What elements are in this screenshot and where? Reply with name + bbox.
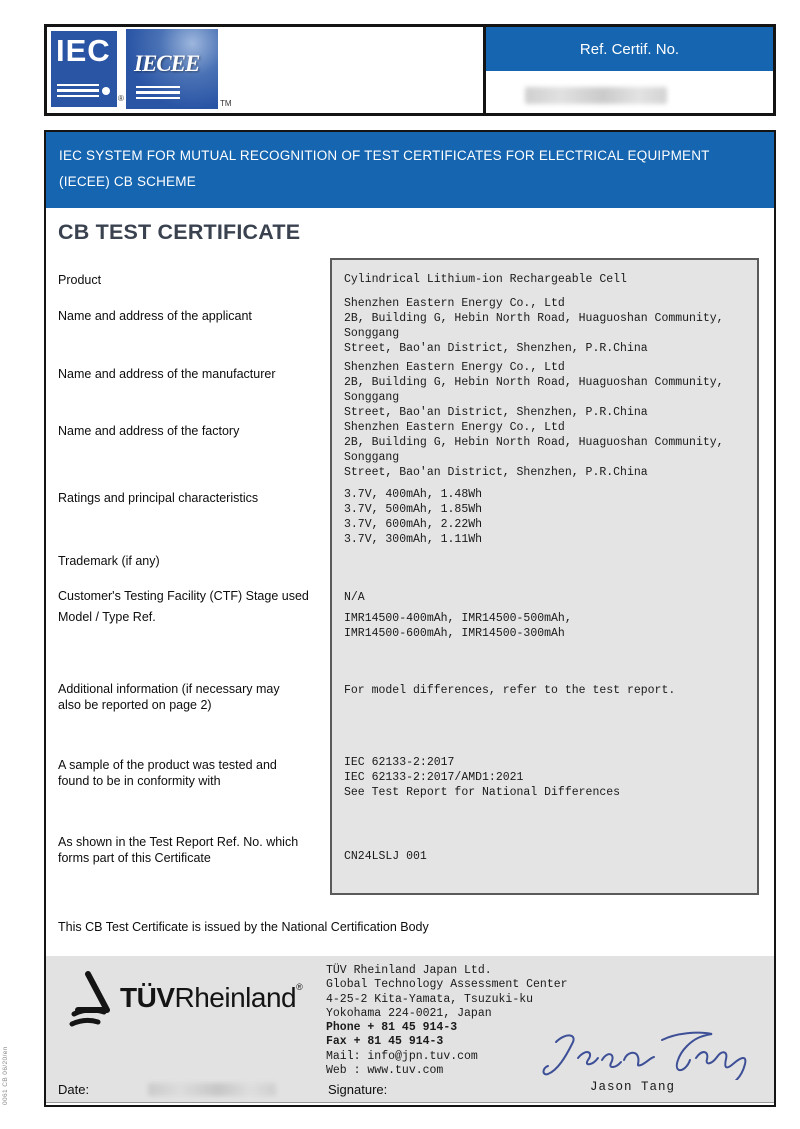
- issuer-address-line: 4-25-2 Kita-Yamata, Tsuzuki-ku: [326, 992, 534, 1006]
- field-value-factory: Shenzhen Eastern Energy Co., Ltd 2B, Building G, Hebin North Road, Huaguoshan Community, Songgang Street, Bao'an District, Shenzhen, P.R.China: [344, 421, 724, 479]
- issued-by-statement: This CB Test Certificate is issued by the National Certification Body: [58, 920, 429, 934]
- scheme-banner: IEC SYSTEM FOR MUTUAL RECOGNITION OF TEST CERTIFICATES FOR ELECTRICAL EQUIPMENT (IECEE) CB SCHEME: [46, 132, 774, 208]
- field-label-product: Product: [58, 273, 102, 287]
- tuv-logo-word: TÜV: [120, 982, 175, 1013]
- registered-mark: ®: [118, 94, 124, 103]
- signatory-name: Jason Tang: [590, 1080, 676, 1094]
- signature-script: [534, 1028, 749, 1080]
- field-value-test-report-ref: CN24LSLJ 001: [344, 850, 427, 863]
- field-value-model-type-ref: IMR14500-400mAh, IMR14500-500mAh, IMR14500-600mAh, IMR14500-300mAh: [344, 612, 572, 640]
- page-title: CB TEST CERTIFICATE: [58, 220, 301, 244]
- issuer-fax-line: Fax + 81 45 914-3: [326, 1035, 444, 1049]
- iec-logo: [51, 31, 117, 107]
- issuer-address-line: Global Technology Assessment Center: [326, 978, 568, 992]
- values-box: [330, 258, 759, 895]
- iecee-logo-lines: [136, 83, 180, 100]
- field-label-test-report-ref: As shown in the Test Report Ref. No. which forms part of this Certificate: [58, 835, 299, 865]
- field-label-model-type-ref: Model / Type Ref.: [58, 610, 156, 624]
- ref-certif-no-label: Ref. Certif. No.: [579, 40, 680, 58]
- logo-registered-mark: ®: [296, 982, 303, 992]
- field-label-ratings: Ratings and principal characteristics: [58, 491, 259, 505]
- header-box: [44, 24, 776, 116]
- field-label-ctf-stage: Customer's Testing Facility (CTF) Stage used: [58, 589, 309, 603]
- field-value-product: Cylindrical Lithium-ion Rechargeable Cell: [344, 273, 627, 286]
- iec-logo-dot: [102, 87, 110, 95]
- tuv-triangle-icon: [64, 970, 112, 1032]
- field-label-conformity: A sample of the product was tested and found to be in conformity with: [58, 758, 277, 788]
- field-value-additional-info: For model differences, refer to the test report.: [344, 684, 676, 697]
- field-label-applicant: Name and address of the applicant: [58, 309, 252, 323]
- field-label-additional-info: Additional information (if necessary may also be reported on page 2): [58, 682, 280, 712]
- issuer-footer: [46, 956, 774, 1103]
- certificate-body: [44, 130, 776, 1107]
- iecee-logo: [126, 29, 218, 109]
- ref-certif-no-banner: [486, 27, 773, 71]
- iec-logo-text: IEC: [56, 33, 111, 68]
- form-code-vertical: 0061 CB 06/20/en: [2, 1046, 9, 1105]
- tuv-rheinland-logo: [120, 982, 302, 1014]
- field-label-trademark: Trademark (if any): [58, 554, 160, 568]
- field-label-factory: Name and address of the factory: [58, 424, 240, 438]
- iecee-logo-text: IECEE: [134, 51, 200, 76]
- iec-logo-lines: [57, 81, 99, 98]
- date-label: Date:: [58, 1082, 90, 1097]
- issuer-address-line: TÜV Rheinland Japan Ltd.: [326, 964, 492, 977]
- redacted-date: [148, 1083, 276, 1096]
- field-value-applicant: Shenzhen Eastern Energy Co., Ltd 2B, Building G, Hebin North Road, Huaguoshan Community, Songgang Street, Bao'an District, Shenzhen, P.R.China: [344, 297, 724, 355]
- redacted-certificate-number: [525, 87, 667, 104]
- field-value-manufacturer: Shenzhen Eastern Energy Co., Ltd 2B, Building G, Hebin North Road, Huaguoshan Community, Songgang Street, Bao'an District, Shenzhen, P.R.China: [344, 361, 724, 419]
- trademark-mark: TM: [220, 99, 232, 108]
- field-value-ctf-stage: N/A: [344, 591, 365, 604]
- field-label-manufacturer: Name and address of the manufacturer: [58, 367, 276, 381]
- rheinland-logo-word: Rheinland: [174, 982, 297, 1013]
- issuer-mail-line: Mail: info@jpn.tuv.com: [326, 1049, 478, 1063]
- signature-label: Signature:: [328, 1082, 388, 1097]
- issuer-phone-line: Phone + 81 45 914-3: [326, 1021, 458, 1035]
- field-value-conformity: IEC 62133-2:2017 IEC 62133-2:2017/AMD1:2021 See Test Report for National Differences: [344, 756, 621, 799]
- field-value-ratings: 3.7V, 400mAh, 1.48Wh 3.7V, 500mAh, 1.85Wh 3.7V, 600mAh, 2.22Wh 3.7V, 300mAh, 1.11Wh: [344, 488, 483, 546]
- issuer-web-line: Web : www.tuv.com: [326, 1064, 444, 1078]
- issuer-address-line: Yokohama 224-0021, Japan: [326, 1006, 492, 1020]
- issuer-address-block: [326, 964, 568, 1078]
